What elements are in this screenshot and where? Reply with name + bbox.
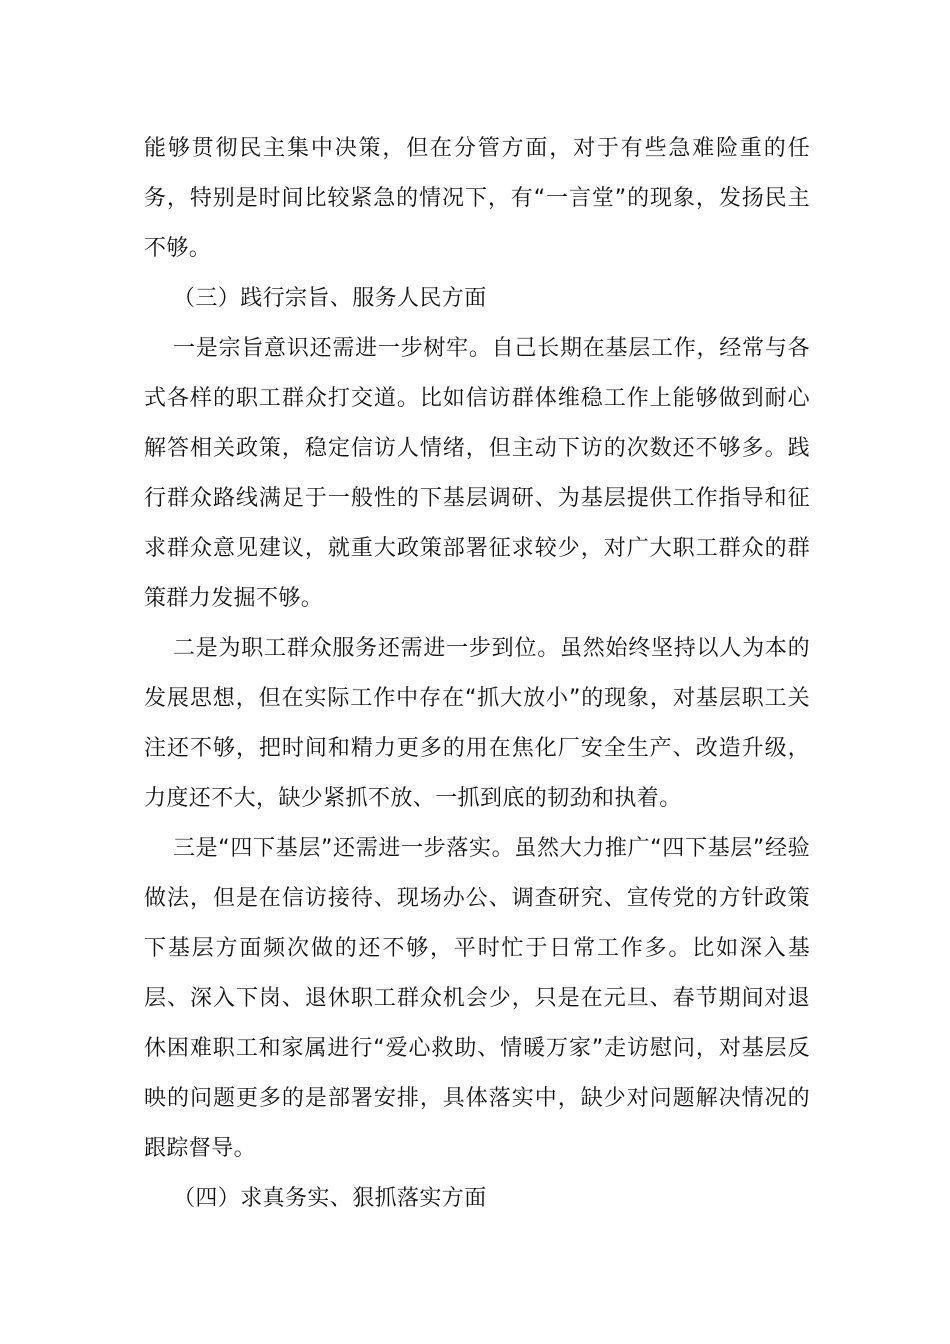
section-heading-4: （四）求真务实、狠抓落实方面 [173,1186,487,1211]
paragraph-serve-workers: 二是为职工群众服务还需进一步到位。虽然始终坚持以人为本的发展思想，但在实际工作中存在“抓大放小”的现象，对基层职工关注还不够，把时间和精力更多的用在焦化厂安全生产、改造升级，力度还不大，缺少紧抓不放、一抓到底的韧劲和执着。 [144,636,810,811]
document-page [144,124,810,1224]
paragraph-continuation: 能够贯彻民主集中决策，但在分管方面，对于有些急难险重的任务，特别是时间比较紧急的情况下，有“一言堂”的现象，发扬民主不够。 [144,136,810,261]
paragraph-purpose-awareness: 一是宗旨意识还需进一步树牢。自己长期在基层工作，经常与各式各样的职工群众打交道。比如信访群体维稳工作上能够做到耐心解答相关政策，稳定信访人情绪，但主动下访的次数还不够多。践行群众路线满足于一般性的下基层调研、为基层提供工作指导和征求群众意见建议，就重大政策部署征求较少，对广大职工群众的群策群力发掘不够。 [144,336,810,611]
section-heading-3: （三）践行宗旨、服务人民方面 [173,286,487,311]
paragraph-four-down: 三是“四下基层”还需进一步落实。虽然大力推广“四下基层”经验做法，但是在信访接待、现场办公、调查研究、宣传党的方针政策下基层方面频次做的还不够，平时忙于日常工作多。比如深入基层、深入下岗、退休职工群众机会少，只是在元旦、春节期间对退休困难职工和家属进行“爱心救助、情暖万家”走访慰问，对基层反映的问题更多的是部署安排，具体落实中，缺少对问题解决情况的跟踪督导。 [144,836,810,1161]
